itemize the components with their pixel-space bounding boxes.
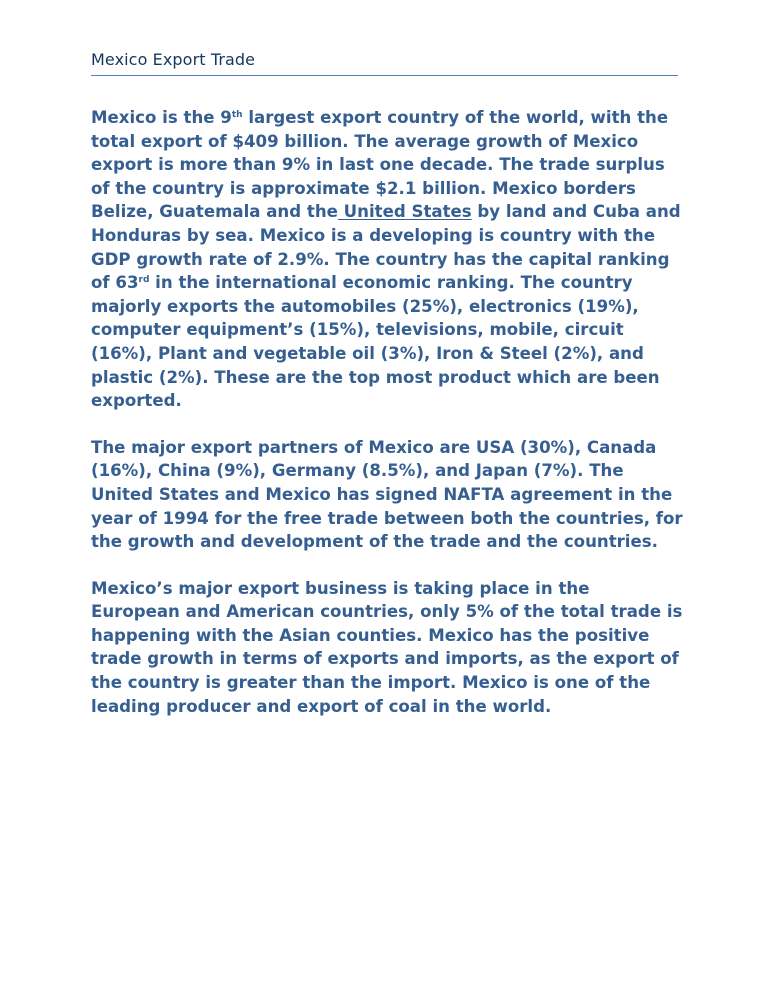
paragraph-1: [91, 106, 683, 413]
paragraph-1-text-d: in the international economic ranking. The country majorly exports the automobiles (25%), electronics (19%), computer equipment’s (15%), televisions, mobile, circuit (16%), Plant and vegetable oil (3%), Iron & Steel (2%), and plastic (2%). These are the top most product which are been exported.: [91, 273, 660, 411]
paragraph-1-text-b: largest export country of the world, with the total export of $409 billion. The average growth of Mexico export is more than 9% in last one decade. The trade surplus of the country is approximate $2.1 billion. Mexico borders Belize, Guatemala and the: [91, 108, 669, 222]
united-link[interactable]: United: [337, 202, 406, 222]
paragraph-3: Mexico’s major export business is taking place in the European and American countries, only 5% of the total trade is happening with the Asian counties. Mexico has the positive trade growth in terms of exports and imports, as the export of the country is greater than the import. Mexico is one of the leading producer and export of coal in the world.: [91, 578, 683, 716]
states-link[interactable]: States: [405, 202, 472, 222]
paragraph-2: The major export partners of Mexico are USA (30%), Canada (16%), China (9%), Germany (8.5%), and Japan (7%). The United States and Mexico has signed NAFTA agreement in the year of 1994 for the free trade between both the countries, for the growth and development of the trade and the countries.: [91, 437, 683, 552]
ordinal-superscript: rd: [138, 275, 150, 286]
paragraph-1-text-a: Mexico is the 9: [91, 108, 232, 127]
page-header: [91, 50, 678, 76]
ordinal-superscript: th: [231, 110, 243, 120]
paragraph-1-text-c: by land and Cuba and Honduras by sea. Mexico is a developing is country with the GDP growth rate of 2.9%. The country has the capital ranking of 63: [91, 202, 681, 293]
document-body: [91, 106, 683, 741]
header-title: Mexico Export Trade: [91, 50, 256, 69]
